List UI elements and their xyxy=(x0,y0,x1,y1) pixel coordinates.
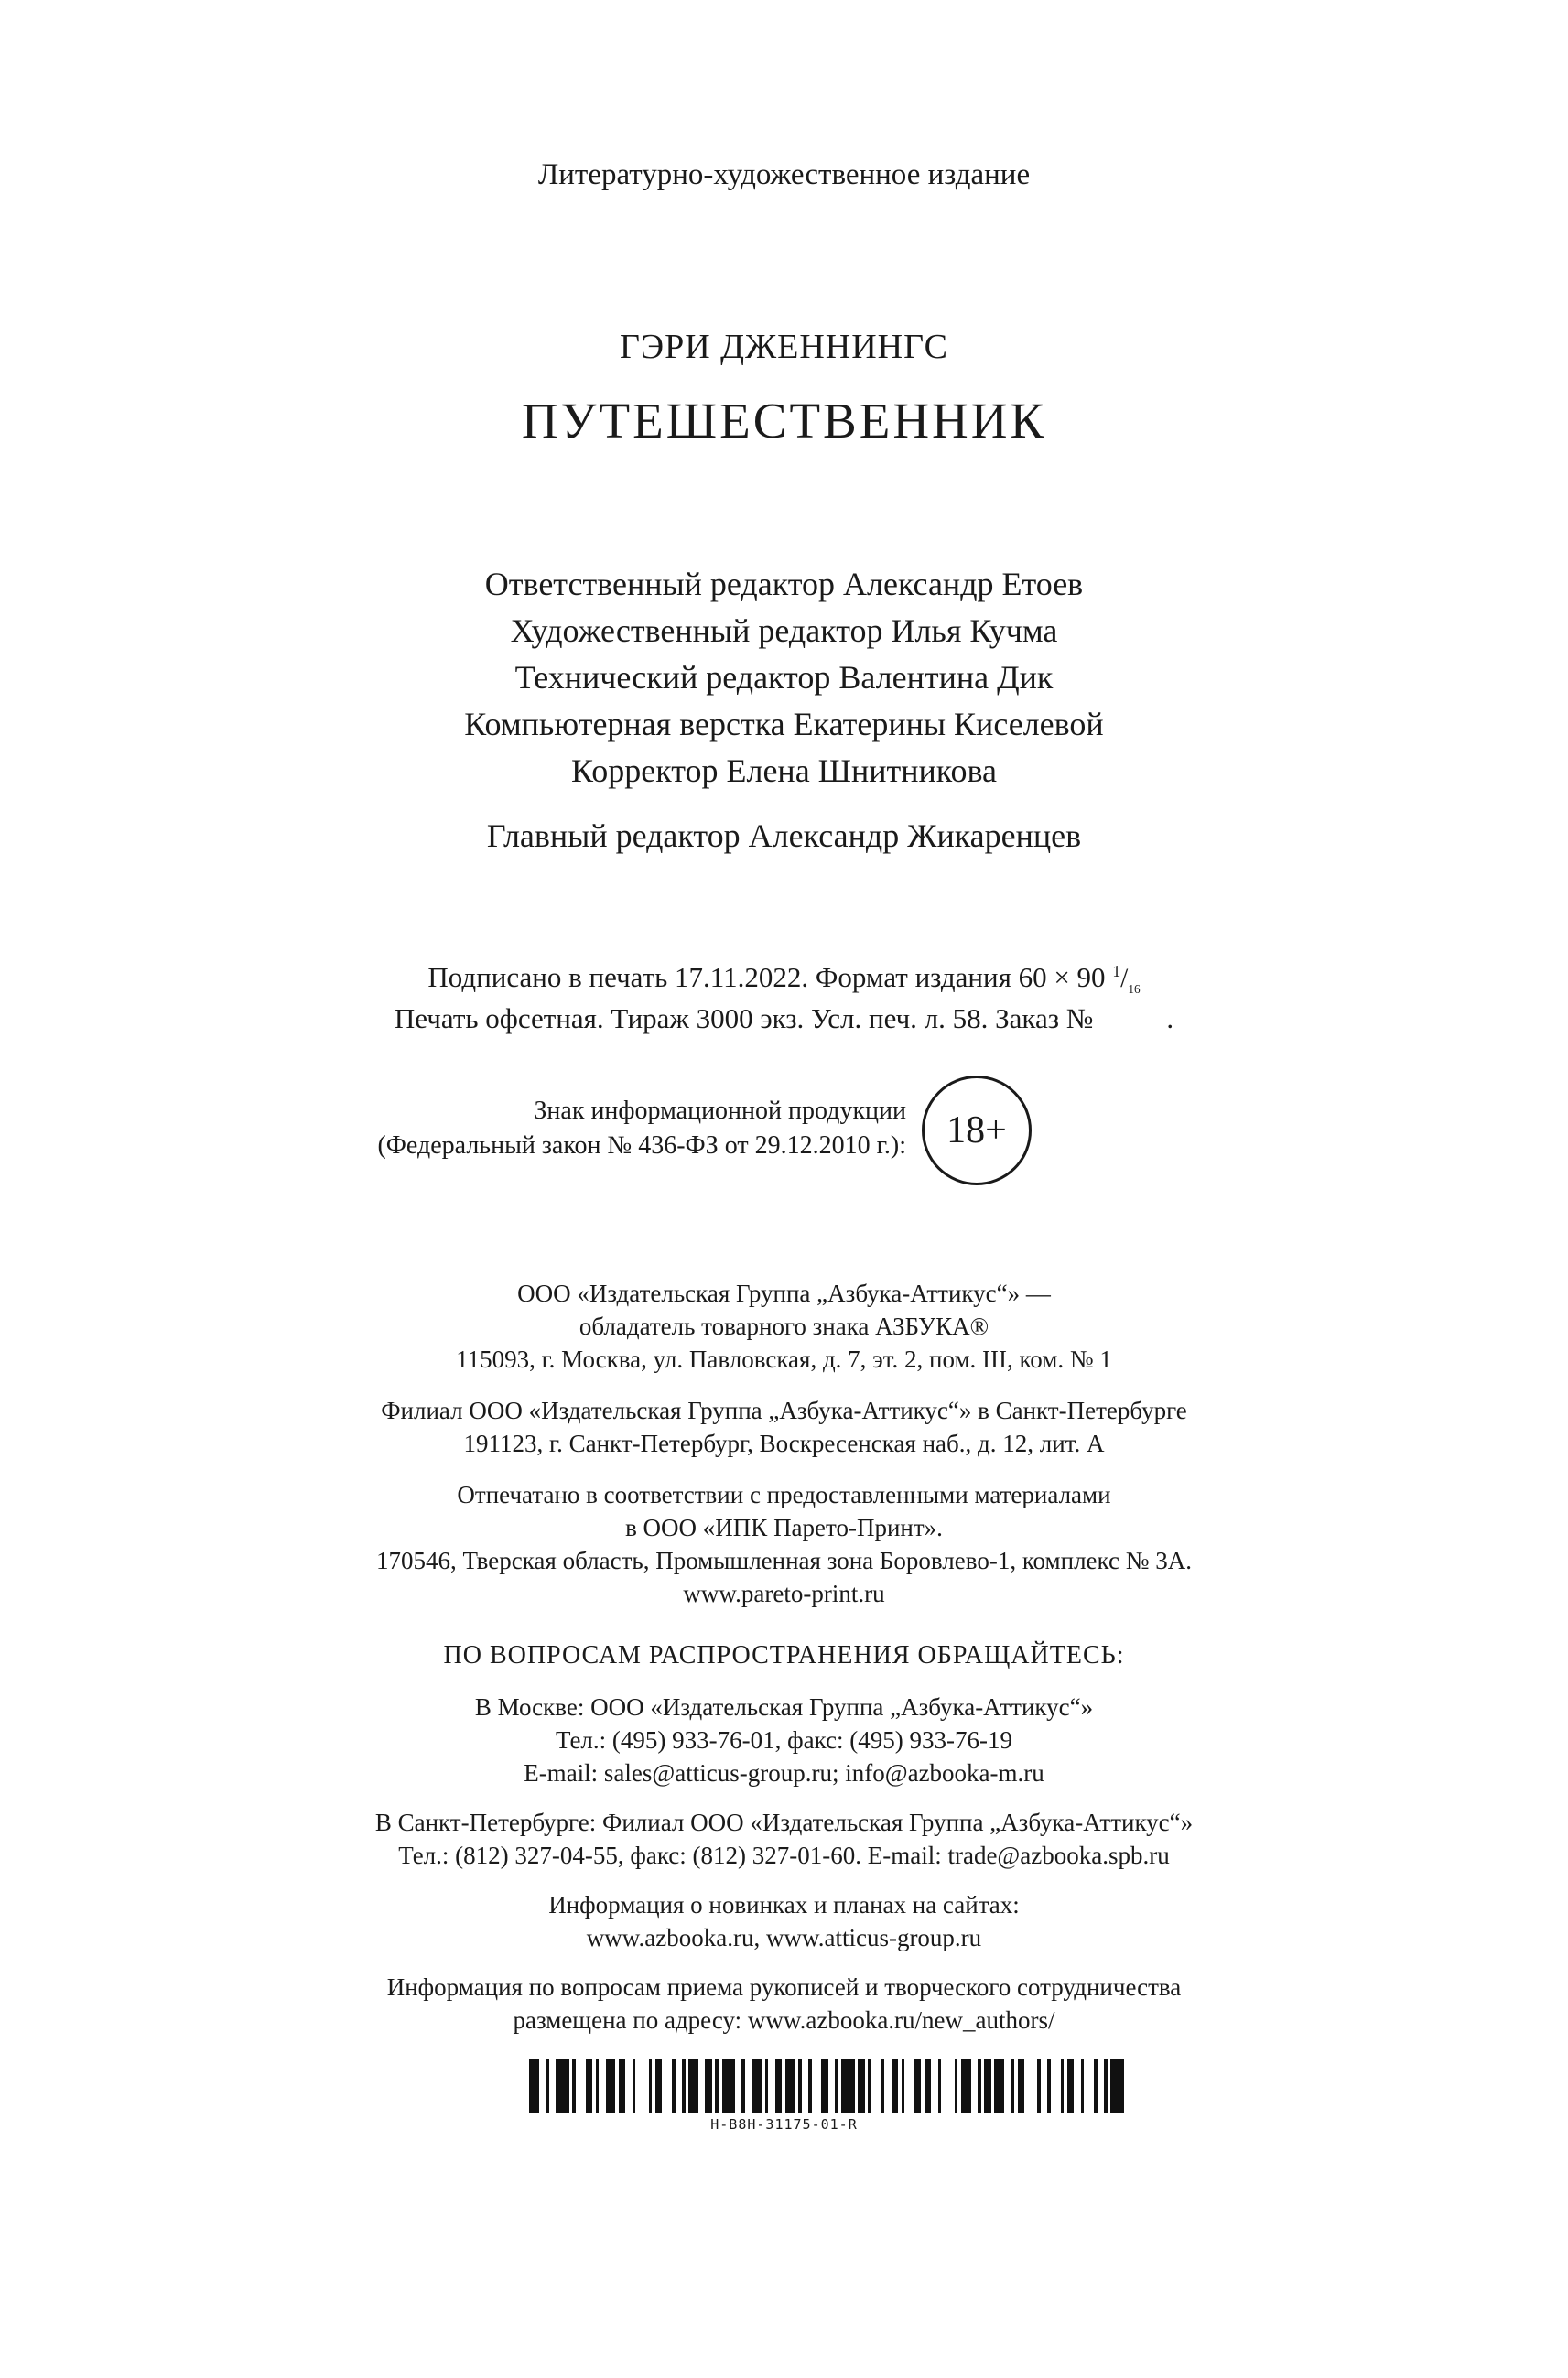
print-info-line-2 xyxy=(0,1004,1568,1032)
age-rating-value: 18+ xyxy=(946,1109,1007,1151)
printer-website: www.pareto-print.ru xyxy=(683,1580,885,1607)
barcode-gap xyxy=(1098,2059,1104,2113)
barcode-gap xyxy=(768,2059,774,2113)
barcode-gap xyxy=(904,2059,914,2113)
format-fraction: $^1/_{16}$ xyxy=(1112,962,1141,996)
distribution-line: размещена по адресу: www.azbooka.ru/new_authors/ xyxy=(513,2006,1055,2034)
barcode-gap xyxy=(735,2059,741,2113)
branch-line: Филиал ООО «Издательская Группа „Азбука-Аттикус“» в Санкт-Петербурге xyxy=(381,1397,1187,1424)
credit-responsible-editor: Ответственный редактор Александр Етоев xyxy=(484,566,1084,602)
credit-technical-editor: Технический редактор Валентина Дик xyxy=(514,659,1054,696)
barcode-gap xyxy=(1004,2059,1011,2113)
distribution-line: E-mail: sales@atticus-group.ru; info@azbooka-m.ru xyxy=(524,1759,1044,1787)
book-title: ПУТЕШЕСТВЕННИК xyxy=(521,393,1047,449)
credit-layout: Компьютерная верстка Екатерины Киселевой xyxy=(464,706,1104,742)
barcode-bar xyxy=(1110,2059,1124,2113)
printer-line: Отпечатано в соответствии с предоставленными материалами xyxy=(457,1481,1111,1508)
barcode-gap xyxy=(549,2059,556,2113)
barcode-bar xyxy=(785,2059,795,2113)
barcode-number: H-B8H-31175-01-R xyxy=(710,2116,858,2133)
publisher-line: обладатель товарного знака АЗБУКА® xyxy=(579,1313,989,1340)
barcode-gap xyxy=(1084,2059,1094,2113)
barcode-gap xyxy=(1041,2059,1047,2113)
barcode-bar xyxy=(655,2059,662,2113)
distribution-heading: ПО ВОПРОСАМ РАСПРОСТРАНЕНИЯ ОБРАЩАЙТЕСЬ: xyxy=(443,1641,1125,1670)
barcode-gap xyxy=(676,2059,682,2113)
publisher-address: 115093, г. Москва, ул. Павловская, д. 7, эт. 2, пом. III, ком. № 1 xyxy=(456,1346,1112,1373)
age-rating-label-line-1: Знак информационной продукции xyxy=(534,1097,906,1125)
barcode-gap xyxy=(576,2059,586,2113)
branch-address: 191123, г. Санкт-Петербург, Воскресенская наб., д. 12, лит. А xyxy=(463,1430,1105,1457)
barcode-gap xyxy=(871,2059,881,2113)
barcode xyxy=(529,2059,1131,2113)
barcode-gap xyxy=(971,2059,978,2113)
distribution-line: Тел.: (495) 933-76-01, факс: (495) 933-76-19 xyxy=(555,1726,1012,1754)
distribution-line: В Санкт-Петербурге: Филиал ООО «Издательская Группа „Азбука-Аттикус“» xyxy=(374,1809,1194,1836)
barcode-gap xyxy=(635,2059,649,2113)
barcode-gap xyxy=(802,2059,808,2113)
barcode-bar xyxy=(1067,2059,1074,2113)
credit-proofreader: Корректор Елена Шнитникова xyxy=(571,752,997,789)
genre-label: Литературно-художественное издание xyxy=(537,158,1031,191)
distribution-line: Тел.: (812) 327-04-55, факс: (812) 327-01-60. E-mail: trade@azbooka.spb.ru xyxy=(398,1842,1170,1869)
print-info-line-1 xyxy=(0,963,1568,995)
distribution-line: В Москве: ООО «Издательская Группа „Азбука-Аттикус“» xyxy=(474,1693,1094,1721)
barcode-bar xyxy=(586,2059,592,2113)
distribution-line: Информация по вопросам приема рукописей и творческого сотрудничества xyxy=(386,1973,1182,2001)
barcode-gap xyxy=(745,2059,752,2113)
printer-address: 170546, Тверская область, Промышленная зона Боровлево-1, комплекс № 3А. xyxy=(376,1547,1192,1574)
distribution-line: Информация о новинках и планах на сайтах: xyxy=(548,1891,1020,1919)
print-info-end: . xyxy=(1166,1002,1174,1034)
barcode-bar xyxy=(775,2059,782,2113)
print-info-text-2: Печать офсетная. Тираж 3000 экз. Усл. печ. л. 58. Заказ № xyxy=(394,1002,1094,1034)
barcode-gap xyxy=(1051,2059,1061,2113)
format-fraction-denominator: 16 xyxy=(1128,981,1141,996)
print-info-text-1: Подписано в печать 17.11.2022. Формат издания 60 × 90 xyxy=(427,961,1106,993)
age-rating-badge xyxy=(922,1076,1032,1185)
distribution-line: www.azbooka.ru, www.atticus-group.ru xyxy=(586,1924,982,1951)
barcode-gap xyxy=(1074,2059,1080,2113)
barcode-gap xyxy=(941,2059,955,2113)
author-name: ГЭРИ ДЖЕННИНГС xyxy=(620,328,948,366)
age-rating-label xyxy=(377,1094,906,1163)
barcode-bar xyxy=(892,2059,898,2113)
barcode-gap xyxy=(662,2059,672,2113)
credit-chief-editor: Главный редактор Александр Жикаренцев xyxy=(486,817,1082,854)
barcode-bar xyxy=(722,2059,736,2113)
barcode-bar xyxy=(529,2059,539,2113)
barcode-bar xyxy=(705,2059,711,2113)
barcode-bar xyxy=(556,2059,569,2113)
barcode-gap xyxy=(828,2059,835,2113)
printer-line: в ООО «ИПК Парето-Принт». xyxy=(625,1514,943,1541)
barcode-bar xyxy=(841,2059,855,2113)
barcode-bar xyxy=(858,2059,864,2113)
barcode-bar xyxy=(1018,2059,1024,2113)
barcode-bar xyxy=(984,2059,990,2113)
format-fraction-numerator: 1 xyxy=(1112,962,1121,981)
barcode-gap xyxy=(539,2059,546,2113)
barcode-gap xyxy=(931,2059,937,2113)
age-rating-block xyxy=(377,1076,1089,1204)
barcode-gap xyxy=(625,2059,632,2113)
barcode-bar xyxy=(752,2059,762,2113)
barcode-bar xyxy=(821,2059,827,2113)
barcode-bar xyxy=(914,2059,921,2113)
barcode-gap xyxy=(812,2059,822,2113)
barcode-bar xyxy=(994,2059,1004,2113)
barcode-bar xyxy=(925,2059,931,2113)
barcode-gap xyxy=(698,2059,705,2113)
barcode-gap xyxy=(599,2059,605,2113)
barcode-bar xyxy=(606,2059,616,2113)
barcode-bar xyxy=(619,2059,625,2113)
publisher-line: ООО «Издательская Группа „Азбука-Аттикус“» — xyxy=(517,1280,1051,1307)
barcode-bar xyxy=(961,2059,971,2113)
barcode-gap xyxy=(884,2059,891,2113)
barcode-bar xyxy=(688,2059,698,2113)
age-rating-label-line-2: (Федеральный закон № 436-ФЗ от 29.12.2010 г.): xyxy=(377,1131,906,1160)
credit-art-editor: Художественный редактор Илья Кучма xyxy=(510,612,1058,649)
barcode-gap xyxy=(1024,2059,1038,2113)
barcode-gap xyxy=(1124,2059,1130,2113)
